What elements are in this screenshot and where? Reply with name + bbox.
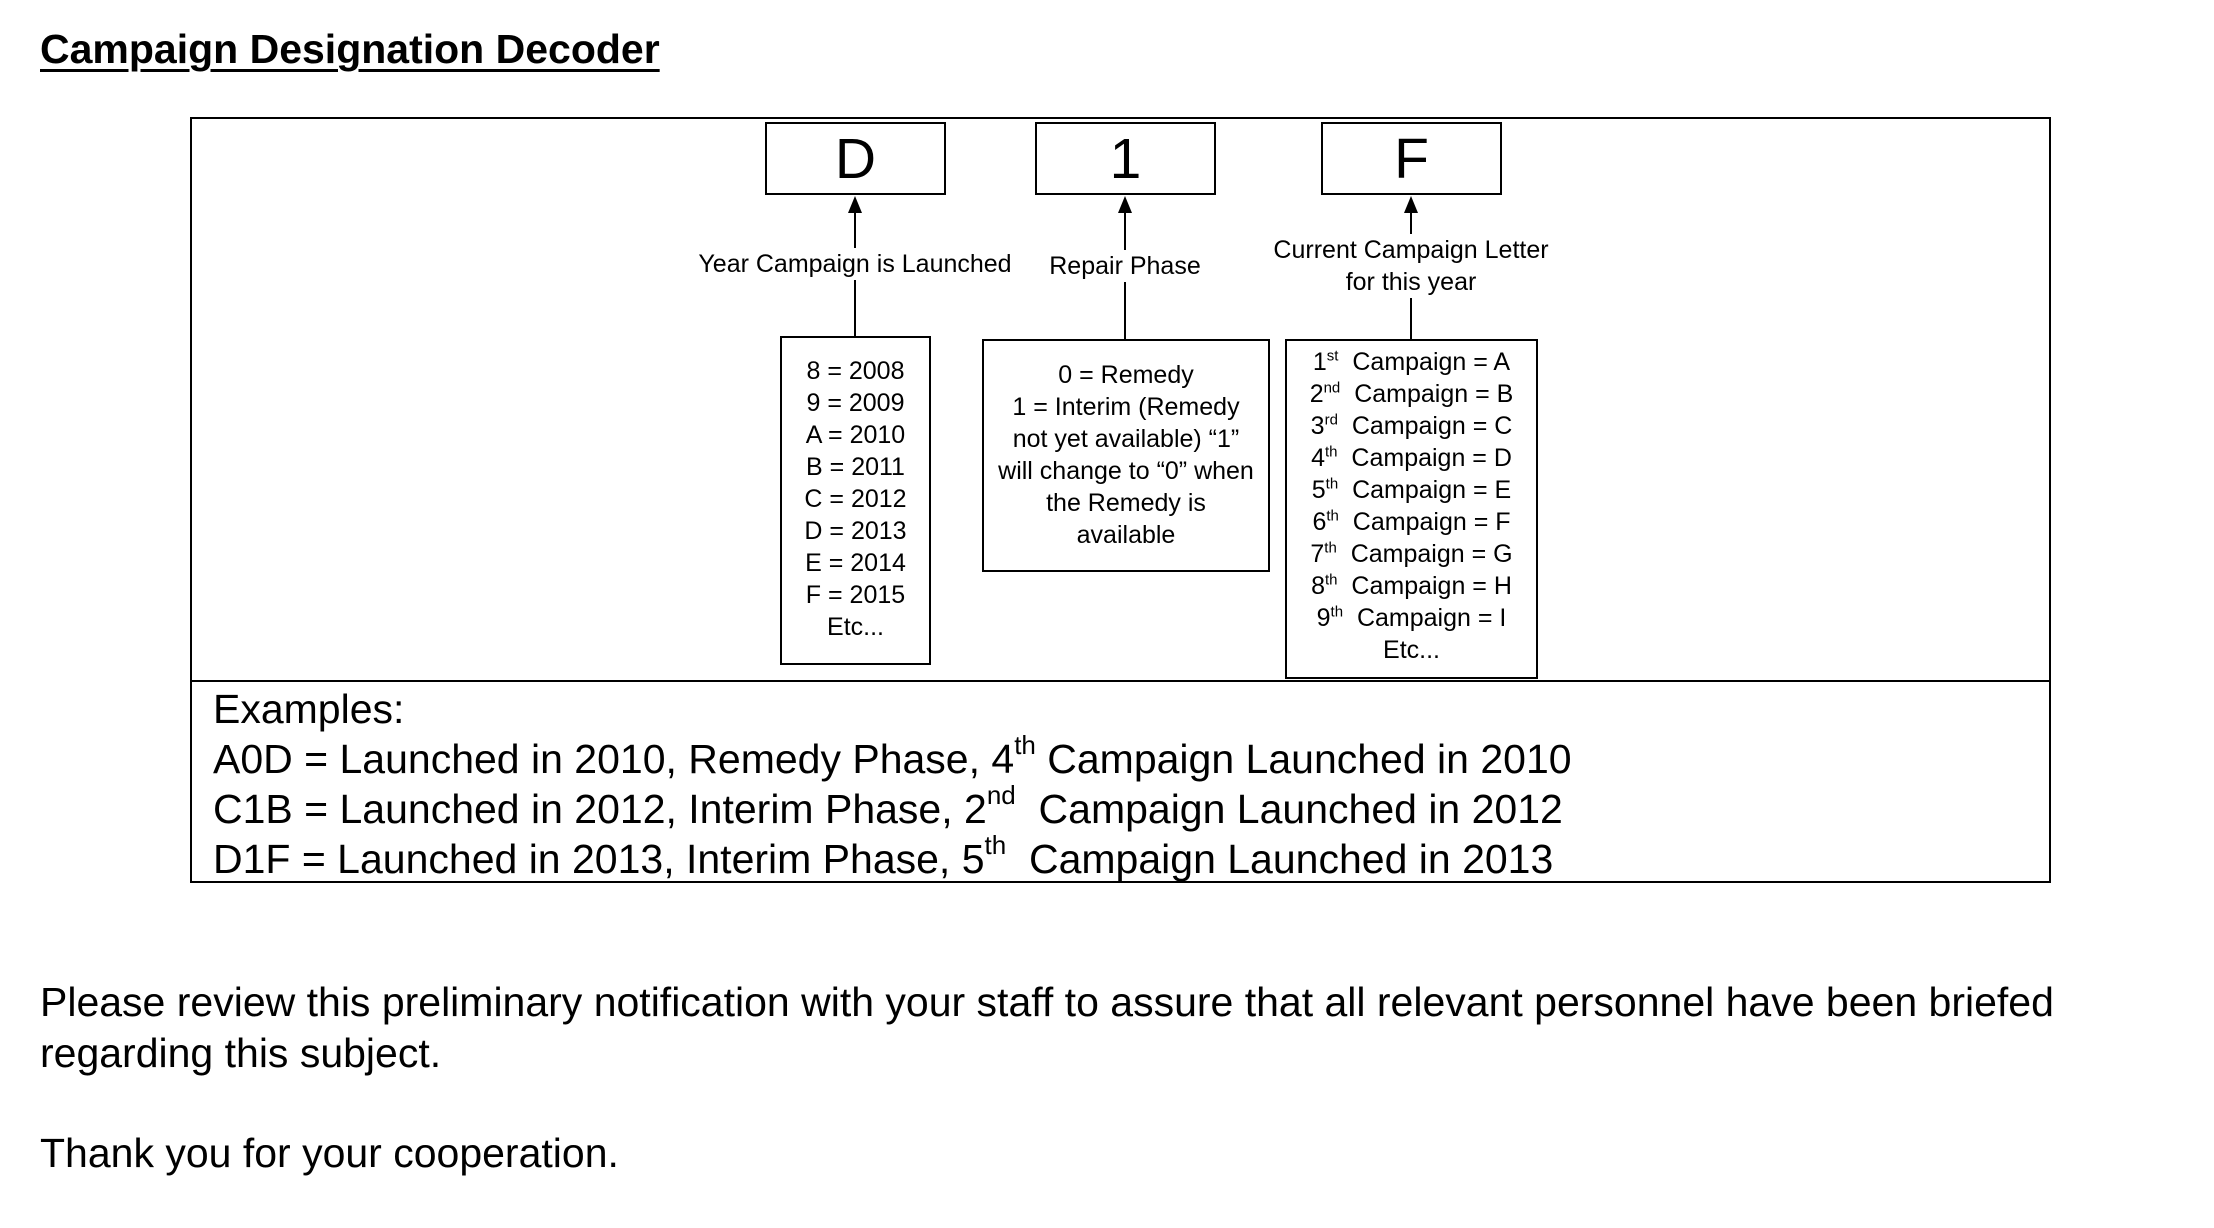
thanks-paragraph: Thank you for your cooperation. bbox=[40, 1130, 619, 1176]
year-code-item: B = 2011 bbox=[806, 453, 905, 481]
phase-code-line: the Remedy is bbox=[1046, 489, 1206, 517]
campaign-ordinal-suffix: st bbox=[1326, 347, 1339, 365]
campaign-code-item bbox=[1287, 378, 1536, 410]
campaign-code-item bbox=[1287, 410, 1536, 442]
campaign-code-text: Campaign = B bbox=[1354, 380, 1514, 408]
campaign-ordinal-number: 5 bbox=[1311, 476, 1326, 504]
review-line-2: regarding this subject. bbox=[40, 1030, 442, 1076]
campaign-codes-box bbox=[1285, 339, 1538, 679]
phase-label: Repair Phase bbox=[1045, 250, 1204, 282]
phase-code-line: not yet available) “1” bbox=[1012, 425, 1240, 453]
phase-code-line: 1 = Interim (Remedy bbox=[1012, 393, 1240, 421]
campaign-ordinal-number: 6 bbox=[1312, 508, 1327, 536]
year-code-item: E = 2014 bbox=[805, 549, 906, 577]
review-line-1: Please review this preliminary notification with your staff to assure that all relevant personnel have been briefed bbox=[40, 979, 2054, 1025]
campaign-code-item bbox=[1287, 570, 1536, 602]
example-line bbox=[213, 830, 1572, 884]
year-code-item: A = 2010 bbox=[805, 421, 906, 449]
campaign-ordinal-number: 3 bbox=[1310, 412, 1325, 440]
year-code-box: D bbox=[765, 122, 946, 195]
page-title: Campaign Designation Decoder bbox=[40, 26, 660, 72]
campaign-ordinal-suffix: nd bbox=[1323, 379, 1341, 397]
campaign-ordinal-suffix: th bbox=[1325, 475, 1339, 493]
example-text-start: A0D = Launched in 2010, Remedy Phase, 4 bbox=[213, 736, 1015, 782]
example-text-end: Campaign Launched in 2012 bbox=[1015, 786, 1563, 832]
example-text-end: Campaign Launched in 2013 bbox=[1006, 836, 1554, 882]
campaign-ordinal-suffix: th bbox=[1330, 603, 1344, 621]
phase-code-line: 0 = Remedy bbox=[1058, 361, 1194, 389]
year-label: Year Campaign is Launched bbox=[694, 248, 1015, 280]
campaign-ordinal-number: 8 bbox=[1311, 572, 1325, 600]
campaign-code-text: Campaign = A bbox=[1352, 348, 1511, 376]
campaign-label bbox=[1269, 234, 1552, 298]
phase-code-line: will change to “0” when bbox=[998, 457, 1254, 485]
phase-arrow-icon bbox=[1118, 196, 1132, 213]
campaign-code-item bbox=[1287, 442, 1536, 474]
review-paragraph bbox=[40, 977, 2054, 1079]
example-ordinal-suffix: nd bbox=[986, 780, 1016, 811]
campaign-ordinal-number: 7 bbox=[1310, 540, 1325, 568]
year-code-item: 8 = 2008 bbox=[806, 357, 905, 385]
campaign-code-item bbox=[1287, 506, 1536, 538]
year-arrow-icon bbox=[848, 196, 862, 213]
campaign-code-text: Campaign = D bbox=[1351, 444, 1512, 472]
campaign-ordinal-number: 4 bbox=[1311, 444, 1325, 472]
campaign-ordinal-number: 9 bbox=[1316, 604, 1331, 632]
examples-section bbox=[213, 684, 1572, 884]
phase-code-box: 1 bbox=[1035, 122, 1216, 195]
campaign-code-item bbox=[1287, 538, 1536, 570]
campaign-code-item bbox=[1287, 602, 1536, 634]
campaign-code-text: Campaign = H bbox=[1351, 572, 1512, 600]
year-code-item: Etc... bbox=[827, 613, 884, 641]
campaign-ordinal-suffix: th bbox=[1324, 443, 1338, 461]
campaign-arrow-icon bbox=[1404, 196, 1418, 213]
campaign-ordinal-suffix: th bbox=[1324, 539, 1337, 557]
campaign-code-text: Campaign = E bbox=[1352, 476, 1512, 504]
phase-codes-box bbox=[982, 339, 1270, 572]
campaign-etc: Etc... bbox=[1383, 636, 1440, 664]
example-text-start: C1B = Launched in 2012, Interim Phase, 2 bbox=[213, 786, 987, 832]
year-code-item: 9 = 2009 bbox=[806, 389, 905, 417]
campaign-code-text: Campaign = I bbox=[1356, 604, 1507, 632]
example-line bbox=[213, 730, 1572, 784]
campaign-ordinal-suffix: th bbox=[1326, 507, 1339, 525]
campaign-ordinal-number: 1 bbox=[1312, 348, 1327, 376]
year-code-item: C = 2012 bbox=[804, 485, 907, 513]
campaign-ordinal-number: 2 bbox=[1309, 380, 1324, 408]
example-ordinal-suffix: th bbox=[984, 830, 1007, 861]
campaign-label-line1: Current Campaign Letter bbox=[1273, 236, 1549, 264]
campaign-code-item bbox=[1287, 474, 1536, 506]
year-codes-box bbox=[780, 336, 931, 665]
example-text-end: Campaign Launched in 2010 bbox=[1035, 736, 1572, 782]
campaign-ordinal-suffix: th bbox=[1324, 571, 1338, 589]
example-line bbox=[213, 780, 1572, 834]
phase-code-line: available bbox=[1076, 521, 1176, 549]
campaign-code-item bbox=[1287, 346, 1536, 378]
campaign-ordinal-suffix: rd bbox=[1324, 411, 1338, 429]
campaign-code-text: Campaign = G bbox=[1350, 540, 1513, 568]
examples-heading: Examples: bbox=[213, 686, 405, 732]
examples-divider bbox=[190, 680, 2051, 682]
campaign-code-text: Campaign = F bbox=[1352, 508, 1511, 536]
year-code-item: F = 2015 bbox=[805, 581, 906, 609]
example-ordinal-suffix: th bbox=[1014, 730, 1036, 761]
campaign-code-text: Campaign = C bbox=[1351, 412, 1513, 440]
campaign-label-line2: for this year bbox=[1345, 268, 1477, 296]
example-text-start: D1F = Launched in 2013, Interim Phase, 5 bbox=[213, 836, 985, 882]
year-code-item: D = 2013 bbox=[804, 517, 907, 545]
campaign-code-box: F bbox=[1321, 122, 1502, 195]
